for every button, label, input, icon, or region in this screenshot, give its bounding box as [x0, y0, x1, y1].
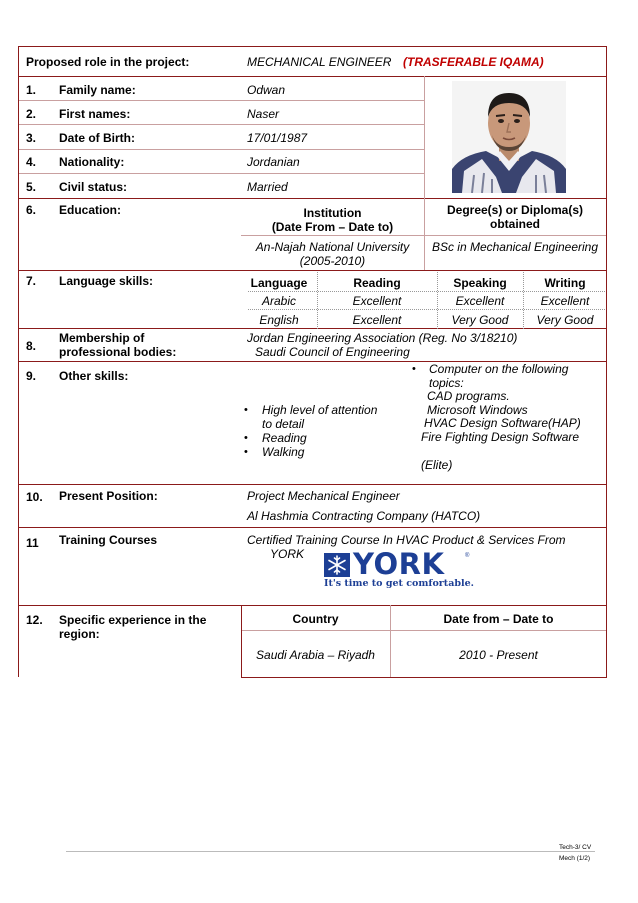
present-position-label: Present Position:	[59, 489, 158, 503]
language-cell: Arabic	[261, 294, 296, 308]
footer-rule	[66, 851, 595, 852]
list-item: • High level of attention to detail	[240, 403, 410, 431]
skill-line: topics:	[429, 375, 464, 390]
country-header: Country	[292, 612, 339, 626]
skill-line: Microsoft Windows	[427, 402, 528, 417]
row-number: 9.	[26, 369, 37, 383]
dob-label: Date of Birth:	[59, 131, 135, 145]
other-skills-label: Other skills:	[59, 369, 129, 383]
institution-header-dates: (Date From – Date to)	[271, 220, 394, 234]
table-top-border	[18, 46, 607, 47]
training-value-2: YORK	[270, 547, 305, 561]
row-divider	[18, 484, 607, 485]
snowflake-icon	[324, 553, 350, 577]
row-divider	[248, 309, 607, 310]
language-cell: Very Good	[451, 313, 509, 327]
table-right-border	[606, 46, 607, 678]
york-tagline: It's time to get comfortable.	[324, 578, 474, 589]
skill-line: HVAC Design Software(HAP)	[424, 416, 581, 431]
country-value: Saudi Arabia – Riyadh	[256, 648, 375, 662]
first-names-value: Naser	[247, 107, 280, 121]
language-cell: Excellent	[352, 313, 402, 327]
language-cell: English	[259, 313, 299, 327]
nationality-value: Jordanian	[247, 155, 300, 169]
skill-line: (Elite)	[421, 458, 453, 472]
row-number: 10.	[26, 490, 43, 504]
first-names-label: First names:	[59, 107, 131, 121]
row-number: 2.	[26, 107, 37, 121]
row-divider	[18, 173, 424, 174]
dob-value: 17/01/1987	[247, 131, 308, 145]
profile-photo	[452, 81, 566, 193]
position-title: Project Mechanical Engineer	[247, 489, 400, 503]
skill-line: Fire Fighting Design Software	[421, 429, 580, 444]
list-item: • Walking	[240, 445, 410, 459]
reading-col-header: Reading	[353, 276, 401, 290]
language-cell: Excellent	[352, 294, 402, 308]
row-divider	[18, 100, 424, 101]
column-divider	[424, 198, 425, 270]
row-divider	[18, 124, 424, 125]
row-divider	[18, 149, 424, 150]
experience-label-2: region:	[59, 627, 100, 641]
row-divider	[18, 527, 607, 528]
row-number: 6.	[26, 203, 37, 217]
row-number: 4.	[26, 155, 37, 169]
membership-label-2: professional bodies:	[59, 345, 177, 359]
degree-value: BSc in Mechanical Engineering	[431, 240, 599, 254]
row-divider	[248, 291, 607, 292]
footer-code: Tech-3/ CV	[559, 844, 592, 851]
role-label: Proposed role in the project:	[26, 55, 190, 69]
membership-label: Membership of	[59, 331, 145, 345]
row-number: 11	[26, 536, 39, 550]
list-item: • Reading	[240, 431, 410, 445]
role-value: MECHANICAL ENGINEER	[247, 55, 392, 69]
degree-header: Degree(s) or Diploma(s) obtained	[446, 203, 584, 231]
row-number: 7.	[26, 274, 37, 288]
family-name-label: Family name:	[59, 83, 136, 97]
row-divider	[241, 630, 607, 631]
family-name-value: Odwan	[247, 83, 286, 97]
language-label: Language skills:	[59, 274, 154, 288]
row-number: 3.	[26, 131, 37, 145]
row-number: 8.	[26, 339, 37, 353]
civil-status-value: Married	[247, 180, 288, 194]
photo-cell-border	[424, 76, 425, 198]
institution-name: An-Najah National University	[255, 240, 410, 254]
language-cell: Very Good	[536, 313, 594, 327]
york-wordmark: YORK	[353, 547, 445, 581]
writing-col-header: Writing	[544, 276, 586, 290]
civil-status-label: Civil status:	[59, 180, 128, 194]
skills-list-right	[421, 362, 581, 445]
bullet: •	[412, 363, 416, 375]
row-divider	[18, 328, 607, 329]
row-divider	[18, 605, 607, 606]
position-company: Al Hashmia Contracting Company (HATCO)	[247, 509, 481, 523]
training-label: Training Courses	[59, 533, 158, 547]
language-col-header: Language	[250, 276, 308, 290]
skill-line: Computer on the following	[429, 362, 569, 376]
language-cell: Excellent	[455, 294, 505, 308]
registered-mark: ®	[465, 553, 470, 559]
footer-page: Mech (1/2)	[559, 855, 591, 862]
experience-label: Specific experience in the	[59, 613, 207, 627]
membership-value-2: Saudi Council of Engineering	[255, 345, 410, 359]
table-bottom-border	[241, 677, 607, 678]
nationality-label: Nationality:	[59, 155, 125, 169]
dates-value: 2010 - Present	[459, 648, 538, 662]
row-divider	[18, 76, 607, 77]
row-divider	[18, 198, 607, 199]
row-number: 12.	[26, 613, 43, 627]
education-label: Education:	[59, 203, 121, 217]
role-note: (TRASFERABLE IQAMA)	[403, 55, 544, 69]
training-value-1: Certified Training Course In HVAC Product & Services From	[247, 533, 566, 547]
speaking-col-header: Speaking	[453, 276, 507, 290]
row-divider	[18, 270, 607, 271]
dates-header: Date from – Date to	[443, 612, 554, 626]
skills-list-left	[240, 403, 410, 459]
york-logo	[324, 547, 474, 591]
table-left-border	[18, 46, 19, 677]
row-number: 1.	[26, 83, 37, 97]
row-number: 5.	[26, 180, 37, 194]
language-cell: Excellent	[540, 294, 590, 308]
skill-line: CAD programs.	[427, 389, 510, 404]
institution-header: Institution	[303, 206, 362, 220]
membership-value-1: Jordan Engineering Association (Reg. No 3/18210)	[247, 331, 518, 345]
institution-dates: (2005-2010)	[299, 254, 366, 268]
